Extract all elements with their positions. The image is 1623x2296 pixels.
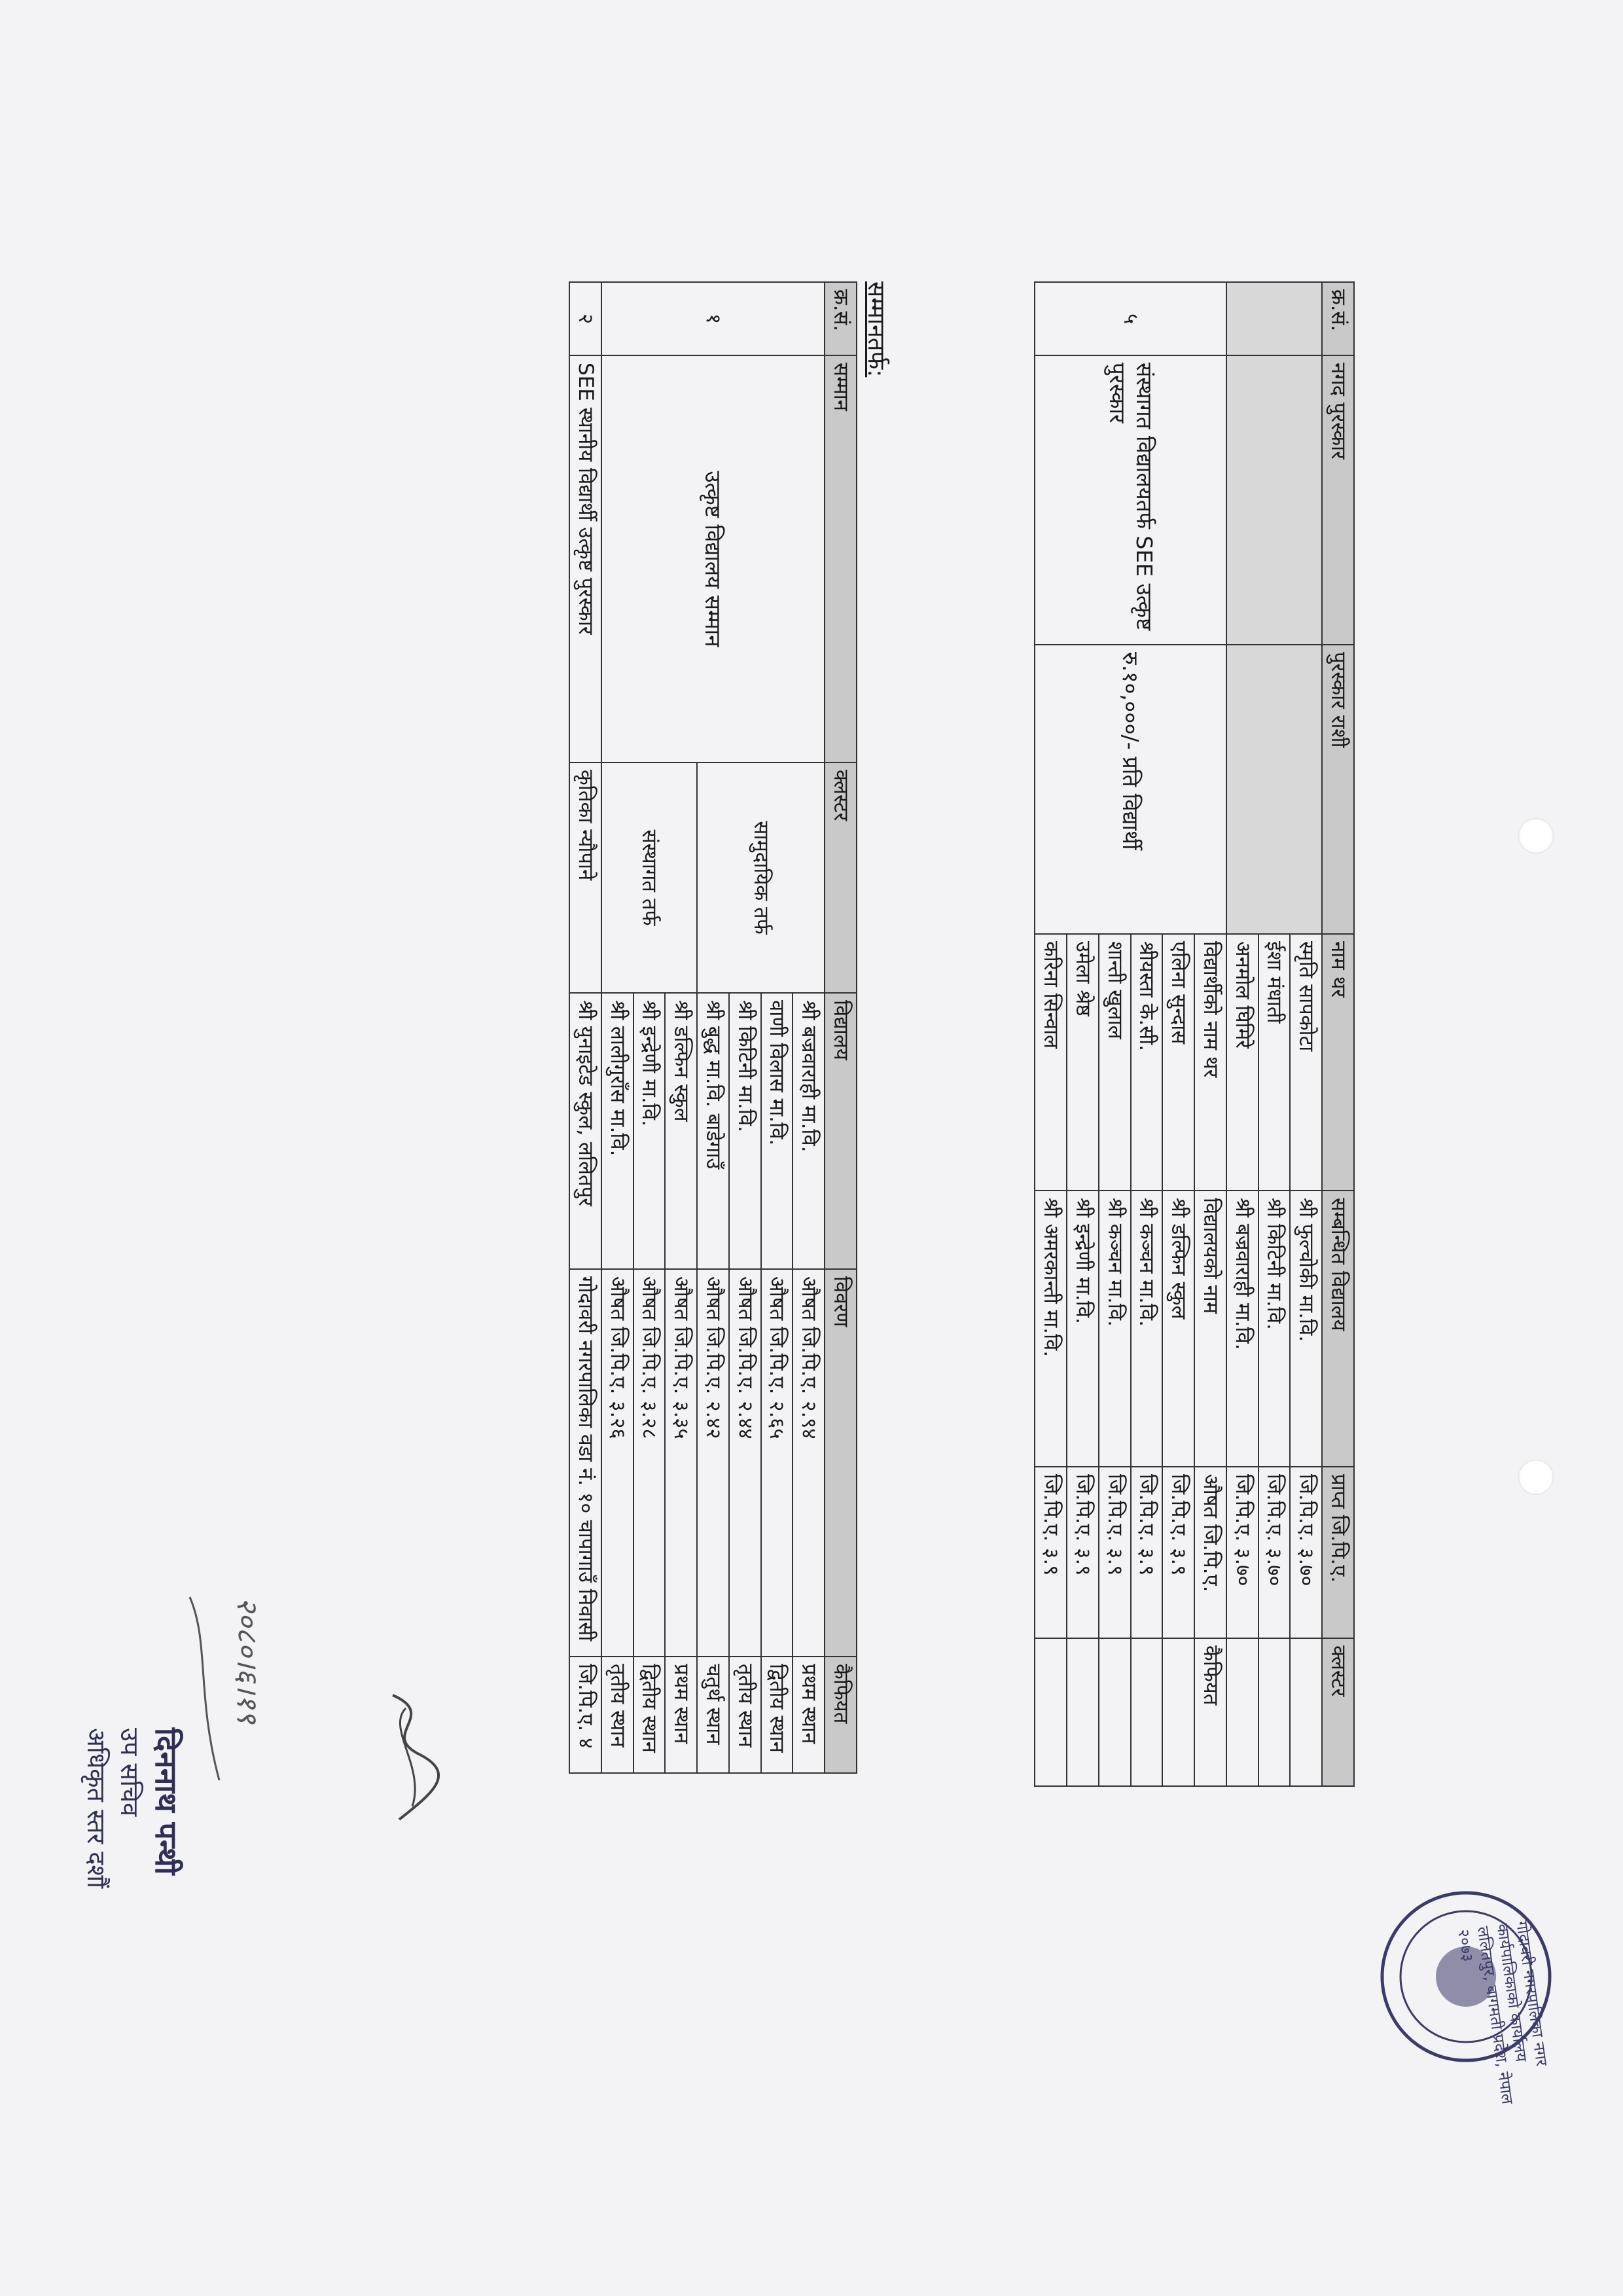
column-header: सम्मान (825, 355, 857, 762)
signatory-name: दिननाथ पन्थी (149, 1728, 184, 1875)
detail-cell: औषत जि.पि.ए. २.६५ (761, 1269, 793, 1657)
school-name: श्री बज्रवाराही मा.वि. (793, 993, 825, 1269)
column-header: क्र.सं. (1322, 282, 1354, 355)
school-name: श्री युनाइटेड स्कुल, ललितपुर (569, 993, 601, 1269)
serial-number: ५ (1035, 282, 1227, 355)
cluster-cell (1291, 1638, 1323, 1786)
school-name: श्री लालीगुराँस मा.वि. (601, 993, 633, 1269)
cluster-community: सामुदायिक तर्फ (697, 762, 825, 993)
table-row (1291, 282, 1323, 1786)
student-name: करिना सिन्वाल (1035, 934, 1067, 1191)
handwritten-date: २०८०।६।१९ (230, 1597, 264, 1724)
student-name: उमेला श्रेष्ठ (1067, 934, 1099, 1191)
empty-cell (1226, 282, 1322, 355)
remarks-cell (1067, 1638, 1099, 1786)
gpa-value: जि.पि.ए. ३.९ (1163, 1467, 1195, 1638)
school-name: श्री किटिनी मा.वि. (1258, 1191, 1291, 1467)
gpa-value: जि.पि.ए. ३.९ (1035, 1467, 1067, 1638)
column-header: पुरस्कार राशी (1322, 645, 1354, 934)
signatory-title: उप सचिव (115, 1728, 144, 1817)
column-header: विद्यालय (825, 993, 857, 1269)
table-subheader-row (1194, 282, 1226, 1786)
school-name: श्री कञ्चन मा.वि. (1131, 1191, 1163, 1467)
column-header: क्लस्टर (825, 762, 857, 993)
signature-scribble-icon (373, 1689, 445, 1833)
student-name: स्मृति सापकोटा (1291, 934, 1323, 1191)
empty-cell (1226, 355, 1322, 645)
school-name: श्री फुल्चोकी मा.वि. (1291, 1191, 1323, 1467)
school-name: श्री बुद्ध मा.वि. बाडेगाउँ (697, 993, 729, 1269)
column-header: कैफियत (825, 1657, 857, 1773)
cash-award-table (1035, 281, 1355, 1787)
detail-cell: औषत जि.पि.ए. २.४२ (697, 1269, 729, 1657)
subheader-name: विद्यार्थीको नाम थर (1194, 934, 1226, 1191)
table-row (569, 282, 601, 1773)
stamp-text: गोदावरी नगरपालिका नगर कार्यपालिकाको कार्यालय ललितपुर, बागमती प्रदेश, नेपाल २०७३ (1454, 1920, 1552, 2106)
school-name: श्री डल्फिन स्कुल (1163, 1191, 1195, 1467)
column-header: नाम थर (1322, 934, 1354, 1191)
honor-table (569, 281, 857, 1774)
gpa-value: जि.पि.ए. ३.९ (1131, 1467, 1163, 1638)
remarks-cell: द्वितीय स्थान (761, 1657, 793, 1773)
detail-cell: गोदावरी नगरपालिका वडा नं. १० चापागाउँ निवासी (569, 1269, 601, 1657)
gpa-value: जि.पि.ए. ३.७० (1258, 1467, 1291, 1638)
table-header-row (825, 282, 857, 1773)
remarks-cell (1131, 1638, 1163, 1786)
school-name: वाणी विलास मा.वि. (761, 993, 793, 1269)
school-name: श्री इन्द्रेणी मा.वि. (633, 993, 666, 1269)
remarks-cell: द्वितीय स्थान (633, 1657, 666, 1773)
table-row (793, 282, 825, 1773)
student-name: शान्ती खुलाल (1099, 934, 1131, 1191)
column-header: प्राप्त जि.पि.ए. (1322, 1467, 1354, 1638)
column-header: क्र.सं. (825, 282, 857, 355)
subheader-remarks: कैफियत (1194, 1638, 1226, 1786)
column-header: नगद पुरस्कार (1322, 355, 1354, 645)
section-heading: सम्मानतर्फ: (863, 281, 889, 378)
remarks-cell (1163, 1638, 1195, 1786)
detail-cell: औषत जि.पि.ए. ३.२६ (601, 1269, 633, 1657)
student-name: अनमोल घिमिरे (1226, 934, 1258, 1191)
cluster-cell (1226, 1638, 1258, 1786)
school-name: श्री इन्द्रेणी मा.वि. (1067, 1191, 1099, 1467)
column-header: विवरण (825, 1269, 857, 1657)
signature-stroke-icon (183, 1590, 223, 1787)
detail-cell: औषत जि.पि.ए. ३.३५ (666, 1269, 698, 1657)
remarks-cell: प्रथम स्थान (666, 1657, 698, 1773)
detail-cell: औषत जि.पि.ए. ३.२८ (633, 1269, 666, 1657)
serial-number: २ (569, 282, 601, 355)
award-name: उत्कृष्ट विद्यालय सम्मान (601, 355, 825, 762)
serial-number: १ (601, 282, 825, 355)
student-name: ईशा मंधाती (1258, 934, 1291, 1191)
student-name: एलिना सुन्दास (1163, 934, 1195, 1191)
detail-cell: औषत जि.पि.ए. २.९४ (793, 1269, 825, 1657)
gpa-value: जि.पि.ए. ३.९ (1067, 1467, 1099, 1638)
remarks-cell: चतुर्थ स्थान (697, 1657, 729, 1773)
remarks-cell: जि.पि.ए. ४ (569, 1657, 601, 1773)
award-amount: रु.१०,०००/- प्रति विद्यार्थी (1035, 645, 1227, 934)
school-name: श्री अमरकान्ती मा.वि. (1035, 1191, 1067, 1467)
subheader-gpa: औषत जि.पि.ए. (1194, 1467, 1226, 1638)
cluster-institutional: संस्थागत तर्फ (601, 762, 697, 993)
gpa-value: जि.पि.ए. ३.९ (1099, 1467, 1131, 1638)
signatory-block (79, 1728, 187, 1888)
cluster-cell (1258, 1638, 1291, 1786)
column-header: क्लस्टर (1322, 1638, 1354, 1786)
remarks-cell: तृतीय स्थान (601, 1657, 633, 1773)
column-header: सम्बन्धित विद्यालय (1322, 1191, 1354, 1467)
school-name: श्री बज्रवाराही मा.वि. (1226, 1191, 1258, 1467)
cluster-cell: कृतिका न्यौपाने (569, 762, 601, 993)
award-name: संस्थागत विद्यालयतर्फ SEE उत्कृष्ट पुरस्कार (1035, 355, 1227, 645)
remarks-cell: प्रथम स्थान (793, 1657, 825, 1773)
gpa-value: जि.पि.ए. ३.७० (1226, 1467, 1258, 1638)
school-name: श्री कञ्चन मा.वि. (1099, 1191, 1131, 1467)
table-header-row (1322, 282, 1354, 1786)
school-name: श्री किटिनी मा.वि. (729, 993, 761, 1269)
gpa-value: जि.पि.ए. ३.७० (1291, 1467, 1323, 1638)
empty-cell (1226, 645, 1322, 934)
remarks-cell (1035, 1638, 1067, 1786)
remarks-cell (1099, 1638, 1131, 1786)
student-name: श्रीयस्ता के.सी. (1131, 934, 1163, 1191)
school-name: श्री डल्फिन स्कुल (666, 993, 698, 1269)
remarks-cell: तृतीय स्थान (729, 1657, 761, 1773)
detail-cell: औषत जि.पि.ए. २.४४ (729, 1269, 761, 1657)
signatory-role: अधिकृत स्तर दशौं (81, 1728, 111, 1889)
award-name: SEE स्थानीय विद्यार्थी उत्कृष्ट पुरस्कार (569, 355, 601, 762)
subheader-school: विद्यालयको नाम (1194, 1191, 1226, 1467)
